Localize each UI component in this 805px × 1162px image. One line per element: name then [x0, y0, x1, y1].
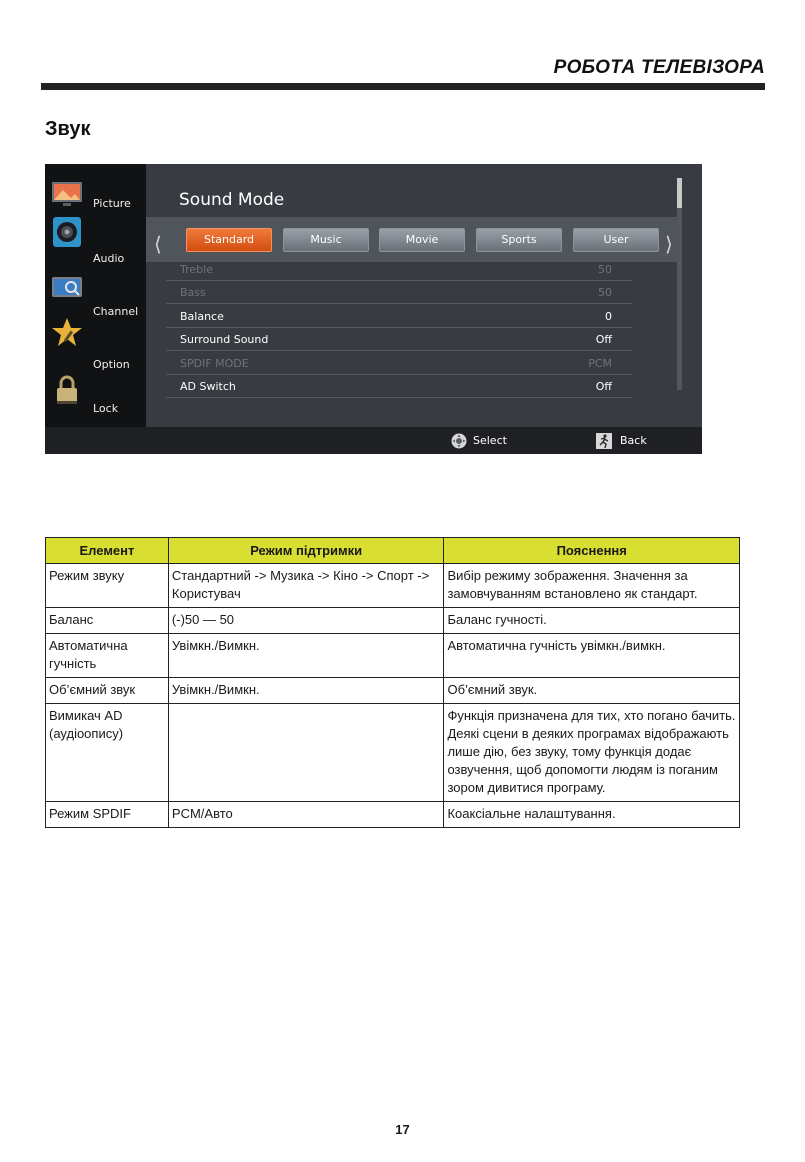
- setting-name: Balance: [180, 310, 224, 323]
- sidebar-item-option[interactable]: [45, 316, 146, 371]
- setting-name: AD Switch: [180, 380, 236, 393]
- setting-value: 0: [605, 310, 612, 323]
- setting-value: 50: [598, 286, 612, 299]
- picture-icon: [51, 178, 83, 210]
- sidebar-item-label: Picture: [93, 197, 131, 210]
- column-header-explanation: Пояснення: [444, 538, 740, 564]
- menu-scrollbar[interactable]: [677, 178, 682, 390]
- setting-row-balance[interactable]: [166, 305, 632, 328]
- table-cell: Стандартний -> Музика -> Кіно -> Спорт -> Користувач: [168, 564, 444, 608]
- audio-speaker-icon: [51, 216, 83, 248]
- tv-main-panel: [146, 164, 702, 427]
- table-cell: Вибір режиму зображення. Значення за замовчуванням встановлено як стандарт.: [444, 564, 740, 608]
- padlock-icon: [51, 374, 83, 406]
- setting-row-spdif-mode[interactable]: [166, 352, 632, 375]
- header-rule: [41, 83, 765, 90]
- table-cell: Баланс: [46, 608, 169, 634]
- tv-sound-menu-screenshot: [45, 164, 702, 454]
- setting-row-ad-switch[interactable]: [166, 375, 632, 398]
- section-title: Звук: [45, 118, 91, 140]
- table-cell: PCM/Авто: [168, 802, 444, 828]
- chevron-left-icon[interactable]: ⟨: [154, 232, 162, 256]
- column-header-support-mode: Режим підтримки: [168, 538, 444, 564]
- scrollbar-thumb[interactable]: [677, 178, 682, 208]
- mode-button-sports[interactable]: Sports: [476, 228, 562, 252]
- table-cell: Режим звуку: [46, 564, 169, 608]
- table-cell: Увімкн./Вимкн.: [168, 678, 444, 704]
- table-cell: Увімкн./Вимкн.: [168, 634, 444, 678]
- table-cell: Коаксіальне налаштування.: [444, 802, 740, 828]
- sound-mode-title: Sound Mode: [179, 190, 285, 210]
- dpad-select-icon: [451, 433, 467, 449]
- table-cell: Вимикач AD (аудіоопису): [46, 704, 169, 802]
- chevron-right-icon[interactable]: ⟩: [665, 232, 673, 256]
- star-option-icon: [51, 316, 83, 348]
- setting-name: SPDIF MODE: [180, 357, 249, 370]
- setting-value: PCM: [588, 357, 612, 370]
- table-row: [46, 704, 740, 802]
- footer-back-label: Back: [620, 434, 647, 447]
- mode-button-movie[interactable]: Movie: [379, 228, 465, 252]
- setting-value: Off: [595, 380, 612, 393]
- table-header-row: [46, 538, 740, 564]
- mode-button-music[interactable]: Music: [283, 228, 369, 252]
- tv-sidebar: [45, 164, 146, 427]
- setting-row-bass[interactable]: [166, 281, 632, 304]
- setting-row-surround-sound[interactable]: [166, 328, 632, 351]
- setting-name: Bass: [180, 286, 206, 299]
- table-cell: Об’ємний звук.: [444, 678, 740, 704]
- table-cell: Автоматична гучність увімкн./вимкн.: [444, 634, 740, 678]
- table-row: [46, 634, 740, 678]
- table-row: [46, 678, 740, 704]
- sidebar-item-label: Audio: [93, 252, 125, 265]
- sound-settings-table: [45, 537, 740, 828]
- table-cell: Автоматична гучність: [46, 634, 169, 678]
- table-row: [46, 564, 740, 608]
- table-cell: Функція призначена для тих, хто погано бачить. Деякі сцени в деяких програмах відображають лише дію, без звуку, тому функція додає озвучення, щоб допомогти людям із поганим зором дивитися програму.: [444, 704, 740, 802]
- setting-value: 50: [598, 263, 612, 276]
- table-cell: Режим SPDIF: [46, 802, 169, 828]
- table-row: [46, 802, 740, 828]
- channel-icon: [51, 272, 83, 304]
- table-cell: Баланс гучності.: [444, 608, 740, 634]
- setting-name: Surround Sound: [180, 333, 269, 346]
- setting-value: Off: [595, 333, 612, 346]
- mode-button-standard[interactable]: Standard: [186, 228, 272, 252]
- mode-button-user[interactable]: User: [573, 228, 659, 252]
- back-exit-icon: [596, 433, 612, 449]
- page-header-title: РОБОТА ТЕЛЕВІЗОРА: [553, 57, 765, 78]
- table-cell: (-)50 — 50: [168, 608, 444, 634]
- setting-row-treble[interactable]: [166, 258, 632, 281]
- column-header-element: Елемент: [46, 538, 169, 564]
- sidebar-item-audio[interactable]: [45, 214, 146, 266]
- table-cell: Об’ємний звук: [46, 678, 169, 704]
- footer-select-label: Select: [473, 434, 507, 447]
- sidebar-item-label: Option: [93, 358, 130, 371]
- sidebar-item-label: Lock: [93, 402, 119, 415]
- setting-name: Treble: [180, 263, 213, 276]
- sidebar-item-lock[interactable]: [45, 374, 146, 426]
- page-number: 17: [395, 1122, 410, 1137]
- sidebar-item-label: Channel: [93, 305, 139, 318]
- table-cell: [168, 704, 444, 802]
- tv-footer-bar: [45, 427, 702, 454]
- table-row: [46, 608, 740, 634]
